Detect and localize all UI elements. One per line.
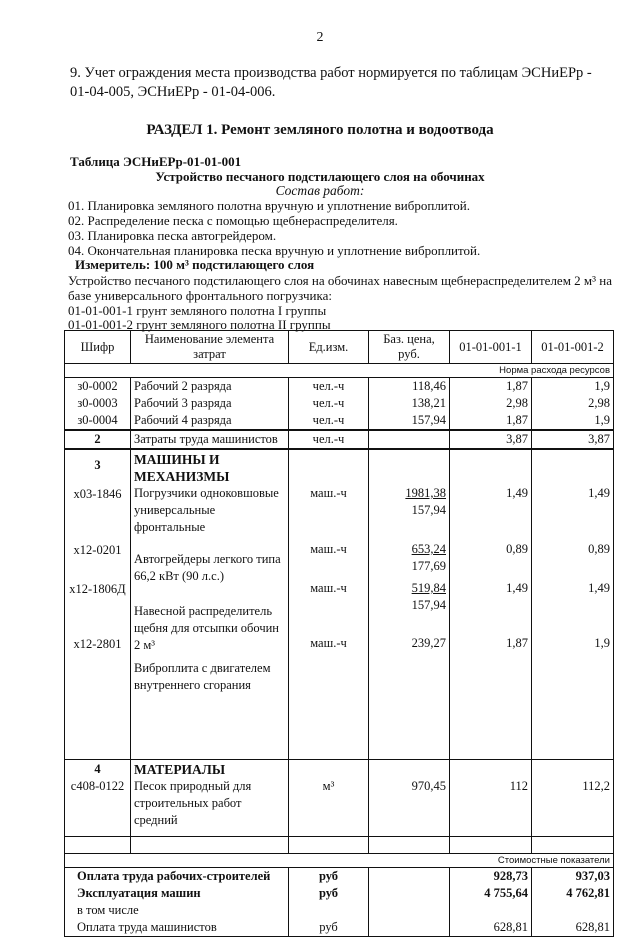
machine-price: 519,84: [411, 581, 446, 595]
cost-v2: 937,03: [532, 868, 614, 886]
work-step: 03. Планировка песка автогрейдером.: [68, 228, 277, 243]
machine-name: Погрузчики одноковшовые универсальные фронтальные: [134, 486, 279, 534]
header-col2: 01-01-001-2: [532, 331, 614, 364]
table-row: [65, 395, 614, 412]
machine-code: х12-2801: [73, 637, 122, 651]
material-v2: 112,2: [582, 779, 610, 793]
cost-name: Оплата труда рабочих-строителей: [65, 868, 289, 886]
cost-label-row: [65, 854, 614, 868]
header-name: Наименование элемента затрат: [131, 331, 289, 364]
cell-unit: чел.-ч: [289, 395, 369, 412]
cost-v2: 628,81: [532, 919, 614, 937]
norm-label-row: [65, 364, 614, 378]
machine-price-sub: 157,94: [411, 598, 446, 612]
cost-name: Оплата труда машинистов: [65, 919, 289, 937]
header-code: Шифр: [65, 331, 131, 364]
machine-v2: 0,89: [588, 542, 610, 556]
cell-name: Рабочий 3 разряда: [131, 395, 289, 412]
material-unit: м³: [322, 779, 335, 793]
machine-name: Виброплита с двигателем внутреннего сгорания: [134, 661, 271, 692]
cost-name: в том числе: [65, 902, 289, 919]
cost-unit: руб: [289, 919, 369, 937]
cell-code: з0-0003: [65, 395, 131, 412]
cell-v2: 2,98: [532, 395, 614, 412]
meter-label: Измеритель: 100 м³ подстилающего слоя: [75, 257, 315, 272]
work-step: 04. Окончательная планировка песка вручную и уплотнение виброплитой.: [68, 243, 481, 258]
cell-v2: 1,9: [532, 378, 614, 396]
cell-v1: 2,98: [450, 395, 532, 412]
cell-v1: 3,87: [450, 430, 532, 449]
cell-code: з0-0004: [65, 412, 131, 430]
variant: 01-01-001-2 грунт земляного полотна II группы: [68, 317, 331, 332]
machine-code: х03-1846: [73, 487, 122, 501]
cost-v2: 4 762,81: [532, 885, 614, 902]
cell-v2: 3,87: [532, 430, 614, 449]
cell-code: з0-0002: [65, 378, 131, 396]
materials-section-title: МАТЕРИАЛЫ: [134, 762, 226, 777]
cell-name: Рабочий 4 разряда: [131, 412, 289, 430]
table-title: Устройство песчаного подстилающего слоя на обочинах: [155, 169, 485, 184]
machine-price-sub: 177,69: [411, 559, 446, 573]
machine-price: 653,24: [411, 542, 446, 556]
work-step: 02. Распределение песка с помощью щебнераспределителя.: [68, 213, 398, 228]
cost-row: [65, 885, 614, 902]
cost-unit: руб: [289, 868, 369, 886]
cell-price: 138,21: [369, 395, 450, 412]
machine-price-sub: 157,94: [411, 503, 446, 517]
cell-unit: чел.-ч: [289, 378, 369, 396]
materials-section-code: 4: [94, 762, 101, 776]
machine-v2: 1,49: [588, 581, 610, 595]
cost-label: Стоимостные показатели: [65, 854, 614, 868]
material-name: Песок природный для строительных работ средний: [134, 779, 252, 827]
cost-v1: 928,73: [450, 868, 532, 886]
cost-unit: руб: [289, 885, 369, 902]
machine-price: 239,27: [411, 636, 446, 650]
material-v1: 112: [509, 779, 528, 793]
composition-title: Состав работ:: [275, 183, 365, 198]
cost-name: Эксплуатация машин: [65, 885, 289, 902]
machine-code: х12-1806Д: [69, 582, 126, 596]
cell-unit: чел.-ч: [289, 430, 369, 449]
cell-v1: 1,87: [450, 412, 532, 430]
cell-v1: 1,87: [450, 378, 532, 396]
cell-name: Затраты труда машинистов: [131, 430, 289, 449]
page-number: 2: [316, 30, 324, 45]
header-col1: 01-01-001-1: [450, 331, 532, 364]
machine-unit: маш.-ч: [310, 636, 347, 650]
cell-v2: 1,9: [532, 412, 614, 430]
materials-block: [65, 760, 614, 837]
machines-section-code: 3: [94, 458, 101, 472]
header-unit: Ед.изм.: [289, 331, 369, 364]
machine-v1: 0,89: [506, 542, 528, 556]
machine-unit: маш.-ч: [310, 486, 347, 500]
cost-row: [65, 868, 614, 886]
description: Устройство песчаного подстилающего слоя на обочинах навесным щебнераспределителем 2 м³ на базе универсального фронтального погрузчика:: [68, 273, 613, 303]
machine-v2: 1,9: [594, 636, 610, 650]
work-step: 01. Планировка земляного полотна вручную и уплотнение виброплитой.: [68, 198, 470, 213]
variant: 01-01-001-1 грунт земляного полотна I группы: [68, 303, 327, 318]
norm-label: Норма расхода ресурсов: [65, 364, 614, 378]
machine-price: 1981,38: [405, 486, 446, 500]
table-row: [65, 412, 614, 430]
section-title: РАЗДЕЛ 1. Ремонт земляного полотна и водоотвода: [146, 122, 494, 138]
cost-v1: 628,81: [450, 919, 532, 937]
machine-v1: 1,49: [506, 486, 528, 500]
table-header-row: [65, 331, 614, 364]
cell-unit: чел.-ч: [289, 412, 369, 430]
machines-section-title: МАШИНЫ И МЕХАНИЗМЫ: [134, 452, 230, 484]
intro-paragraph: 9. Учет ограждения места производства работ нормируется по таблицам ЭСНиЕРр - 01-04-005, ЭСНиЕРр - 01-04-006.: [70, 65, 592, 100]
resource-table: [64, 330, 614, 937]
machinist-row: [65, 430, 614, 449]
machine-v2: 1,49: [588, 486, 610, 500]
material-price: 970,45: [411, 779, 446, 793]
machines-block: [65, 449, 614, 760]
header-price: Баз. цена, руб.: [369, 331, 450, 364]
table-row: [65, 378, 614, 396]
cell-code: 2: [65, 430, 131, 449]
cell-price: 157,94: [369, 412, 450, 430]
cell-price: 118,46: [369, 378, 450, 396]
table-name: Таблица ЭСНиЕРр-01-01-001: [70, 154, 242, 169]
machine-name: Навесной распределитель щебня для отсыпки обочин 2 м³: [134, 604, 279, 652]
machine-v1: 1,49: [506, 581, 528, 595]
machine-unit: маш.-ч: [310, 542, 347, 556]
cost-row: [65, 919, 614, 937]
machine-code: х12-0201: [73, 543, 122, 557]
material-code: с408-0122: [70, 779, 125, 793]
machine-unit: маш.-ч: [310, 581, 347, 595]
cell-name: Рабочий 2 разряда: [131, 378, 289, 396]
cell-price: [369, 430, 450, 449]
spacer-row: [65, 837, 614, 854]
cost-v1: 4 755,64: [450, 885, 532, 902]
machine-v1: 1,87: [506, 636, 528, 650]
machine-name: Автогрейдеры легкого типа 66,2 кВт (90 л.с.): [134, 552, 281, 583]
